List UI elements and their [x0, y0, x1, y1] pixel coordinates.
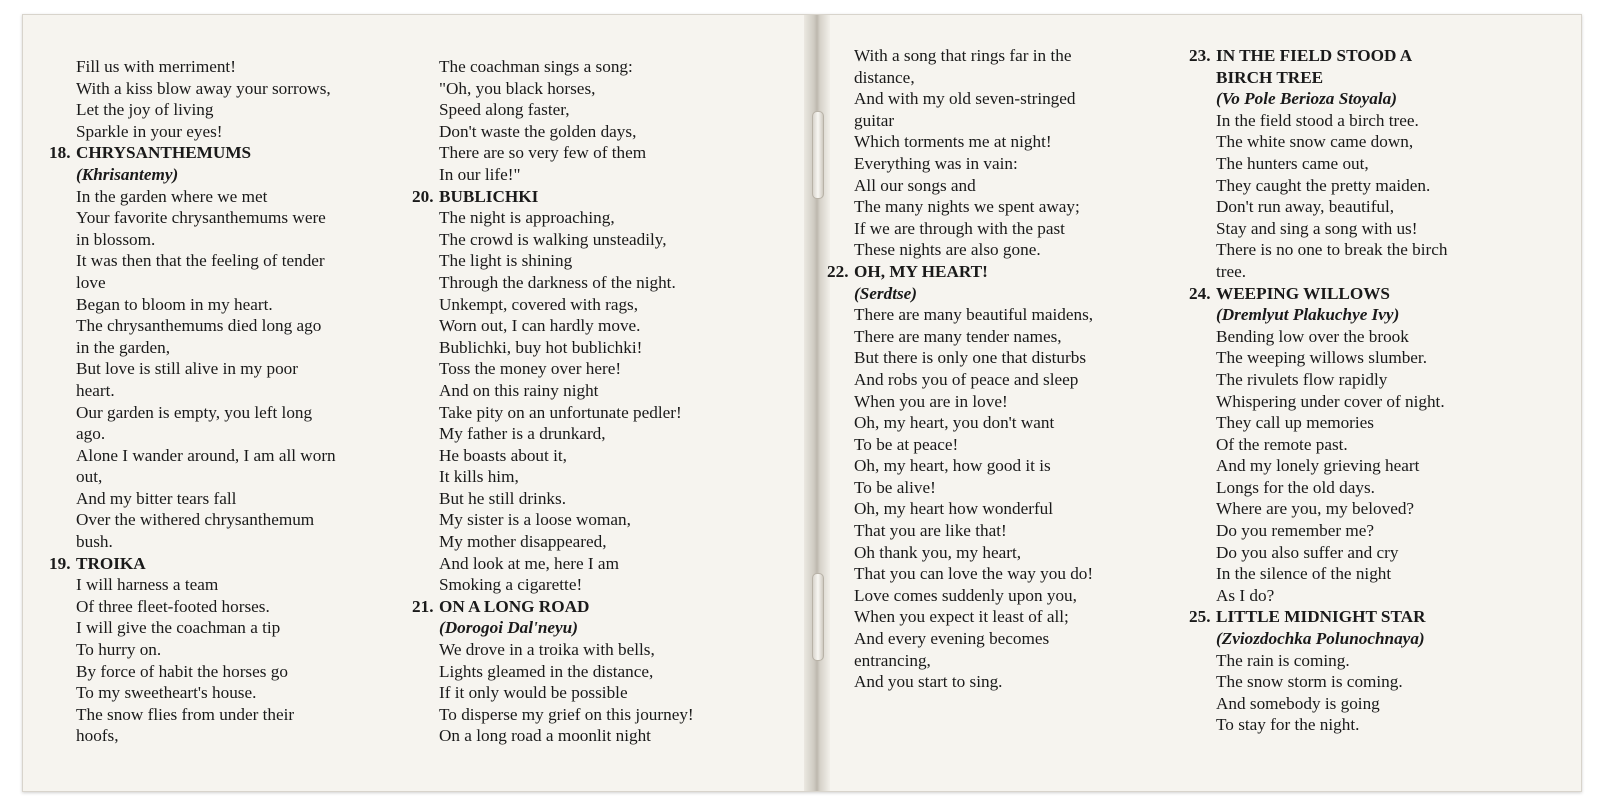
lyric-line: They call up memories: [1216, 413, 1374, 433]
song-title: [1189, 45, 1549, 67]
lyric-line: If it only would be possible: [439, 683, 628, 703]
lyric-line: My father is a drunkard,: [439, 424, 606, 444]
lyric-line: There are so very few of them: [439, 143, 647, 163]
lyric-line: Don't waste the golden days,: [439, 121, 637, 141]
lyric-line: Your favorite chrysanthemums were: [76, 208, 326, 228]
lyric-line: When you expect it least of all;: [854, 607, 1069, 627]
lyric-line: But there is only one that disturbs: [854, 348, 1087, 368]
lyric-line: heart.: [76, 380, 115, 400]
lyric-line: The snow flies from under their: [76, 704, 295, 724]
lyric-line: Alone I wander around, I am all worn: [76, 445, 336, 465]
song-title: [827, 261, 1157, 283]
song-original-title: (Zviozdochka Polunochnaya): [1216, 629, 1425, 649]
song-number: 19.: [49, 553, 71, 573]
lyric-line: Our garden is empty, you left long: [76, 402, 313, 422]
lyric-line: I will give the coachman a tip: [76, 618, 281, 638]
lyric-line: The crowd is walking unsteadily,: [439, 229, 667, 249]
song-title: [49, 142, 389, 164]
lyric-line: tree.: [1216, 261, 1247, 281]
lyric-line: When you are in love!: [854, 391, 1008, 411]
lyric-line: The light is shining: [439, 251, 573, 271]
lyric-line: But he still drinks.: [439, 488, 567, 508]
lyric-line: If we are through with the past: [854, 218, 1065, 238]
song-number: 23.: [1189, 46, 1211, 65]
lyric-line: bush.: [76, 532, 113, 552]
lyric-line: In the field stood a birch tree.: [1216, 110, 1419, 130]
lyric-line: Do you also suffer and cry: [1216, 542, 1399, 562]
lyric-line: And my bitter tears fall: [76, 488, 237, 508]
lyric-line: Stay and sing a song with us!: [1216, 218, 1418, 238]
lyric-line: Do you remember me?: [1216, 521, 1374, 541]
lyric-line: love: [76, 272, 106, 292]
lyric-line: Lights gleamed in the distance,: [439, 661, 654, 681]
lyric-line: Toss the money over here!: [439, 359, 622, 379]
lyric-line: And somebody is going: [1216, 693, 1380, 713]
lyrics-column-4: [1189, 45, 1549, 736]
lyrics-booklet-spread: [22, 14, 1582, 792]
lyric-line: And my lonely grieving heart: [1216, 456, 1420, 476]
lyric-line: And every evening becomes: [854, 629, 1050, 649]
lyrics-column-3: [827, 45, 1157, 693]
song-title-text: CHRYSANTHEMUMS: [76, 143, 252, 163]
lyric-line: The hunters came out,: [1216, 153, 1369, 173]
lyric-line: He boasts about it,: [439, 445, 567, 465]
lyric-line: Oh, my heart how wonderful: [854, 499, 1054, 519]
lyric-line: By force of habit the horses go: [76, 661, 288, 681]
song-original-title: (Dorogoi Dal'neyu): [439, 618, 578, 638]
lyric-line: And with my old seven-stringed: [854, 89, 1076, 109]
lyric-line: hoofs,: [76, 726, 119, 746]
lyric-line: Through the darkness of the night.: [439, 272, 676, 292]
lyric-line: Oh thank you, my heart,: [854, 542, 1022, 562]
lyric-line: The coachman sings a song:: [439, 57, 633, 76]
lyric-line: There are many beautiful maidens,: [854, 305, 1094, 325]
lyric-line: And robs you of peace and sleep: [854, 369, 1079, 389]
lyric-line: The weeping willows slumber.: [1216, 348, 1427, 368]
lyric-line: Fill us with merriment!: [76, 57, 236, 76]
lyric-line: These nights are also gone.: [854, 240, 1041, 260]
lyric-line: It kills him,: [439, 467, 519, 487]
lyric-line: That you are like that!: [854, 521, 1007, 541]
song-number: 18.: [49, 143, 71, 163]
lyric-line: distance,: [854, 67, 915, 87]
lyric-line: To be at peace!: [854, 434, 959, 454]
lyric-line: "Oh, you black horses,: [439, 78, 596, 98]
lyric-line: Oh, my heart, how good it is: [854, 456, 1051, 476]
lyric-line: The snow storm is coming.: [1216, 672, 1403, 692]
lyric-line: In the garden where we met: [76, 186, 268, 206]
lyric-line: The rain is coming.: [1216, 650, 1350, 670]
lyric-line: My sister is a loose woman,: [439, 510, 631, 530]
lyric-line: There is no one to break the birch: [1216, 240, 1448, 260]
lyrics-column-2: [412, 56, 772, 747]
lyric-line: As I do?: [1216, 585, 1275, 605]
lyric-line: And on this rainy night: [439, 380, 599, 400]
lyric-line: Everything was in vain:: [854, 153, 1018, 173]
song-original-title: (Dremlyut Plakuchye Ivy): [1216, 305, 1400, 325]
lyric-line: Of three fleet-footed horses.: [76, 596, 270, 616]
lyric-line: But love is still alive in my poor: [76, 359, 298, 379]
song-number: 24.: [1189, 283, 1211, 303]
song-number: 21.: [412, 596, 434, 616]
lyric-line: To stay for the night.: [1216, 715, 1360, 735]
lyric-line: Longs for the old days.: [1216, 477, 1375, 497]
lyric-line: The white snow came down,: [1216, 132, 1414, 152]
lyric-line: Take pity on an unfortunate pedler!: [439, 402, 682, 422]
lyrics-column-1: [49, 56, 389, 747]
song-number: 22.: [827, 261, 849, 281]
lyric-line: With a kiss blow away your sorrows,: [76, 78, 331, 98]
song-title: [412, 596, 772, 618]
song-title-text: BUBLICHKI: [439, 186, 539, 206]
song-title-text: TROIKA: [76, 553, 146, 573]
lyric-line: That you can love the way you do!: [854, 564, 1094, 584]
lyric-line: There are many tender names,: [854, 326, 1062, 346]
song-title-text: BIRCH TREE: [1216, 67, 1324, 87]
lyric-line: My mother disappeared,: [439, 532, 607, 552]
staple-bottom: [812, 573, 824, 661]
lyric-line: I will harness a team: [76, 575, 219, 595]
lyric-line: Don't run away, beautiful,: [1216, 197, 1395, 217]
lyric-line: ago.: [76, 424, 106, 444]
song-title-text: ON A LONG ROAD: [439, 596, 590, 616]
lyric-line: in blossom.: [76, 229, 156, 249]
lyric-line: We drove in a troika with bells,: [439, 640, 655, 660]
song-title: [49, 553, 389, 575]
lyric-line: in the garden,: [76, 337, 171, 357]
lyric-line: And look at me, here I am: [439, 553, 619, 573]
song-original-title: (Khrisantemy): [76, 164, 179, 184]
lyric-line: To my sweetheart's house.: [76, 683, 257, 703]
lyric-line: To disperse my grief on this journey!: [439, 704, 694, 724]
song-title: [1189, 67, 1549, 89]
lyric-line: The many nights we spent away;: [854, 197, 1080, 217]
lyric-line: entrancing,: [854, 650, 931, 670]
lyric-line: All our songs and: [854, 175, 976, 195]
lyric-line: In our life!": [439, 164, 521, 184]
lyric-line: Oh, my heart, you don't want: [854, 413, 1055, 433]
lyric-line: To be alive!: [854, 477, 936, 497]
lyric-line: Where are you, my beloved?: [1216, 499, 1415, 519]
lyric-line: Which torments me at night!: [854, 132, 1052, 152]
lyric-line: Bending low over the brook: [1216, 326, 1409, 346]
lyric-line: Let the joy of living: [76, 100, 214, 120]
lyric-line: guitar: [854, 110, 895, 130]
lyric-line: Began to bloom in my heart.: [76, 294, 273, 314]
lyric-line: With a song that rings far in the: [854, 46, 1072, 65]
lyric-line: Worn out, I can hardly move.: [439, 316, 641, 336]
lyric-line: out,: [76, 467, 103, 487]
song-title: [1189, 283, 1549, 305]
lyric-line: Over the withered chrysanthemum: [76, 510, 315, 530]
lyric-line: Unkempt, covered with rags,: [439, 294, 639, 314]
song-original-title: (Serdtse): [854, 283, 918, 303]
song-title-text: WEEPING WILLOWS: [1216, 283, 1390, 303]
lyric-line: Of the remote past.: [1216, 434, 1348, 454]
lyric-line: Sparkle in your eyes!: [76, 121, 223, 141]
lyric-line: Bublichki, buy hot bublichki!: [439, 337, 643, 357]
song-original-title: (Vo Pole Berioza Stoyala): [1216, 89, 1397, 109]
lyric-line: On a long road a moonlit night: [439, 726, 651, 746]
lyric-line: To hurry on.: [76, 640, 162, 660]
lyric-line: Speed along faster,: [439, 100, 570, 120]
song-title: [1189, 606, 1549, 628]
lyric-line: The chrysanthemums died long ago: [76, 316, 322, 336]
lyric-line: In the silence of the night: [1216, 564, 1392, 584]
lyric-line: It was then that the feeling of tender: [76, 251, 325, 271]
song-title-text: IN THE FIELD STOOD A: [1216, 46, 1413, 65]
lyric-line: And you start to sing.: [854, 672, 1003, 692]
lyric-line: Whispering under cover of night.: [1216, 391, 1445, 411]
song-title-text: OH, MY HEART!: [854, 261, 988, 281]
song-number: 20.: [412, 186, 434, 206]
lyric-line: Love comes suddenly upon you,: [854, 585, 1077, 605]
staple-top: [812, 111, 824, 199]
lyric-line: They caught the pretty maiden.: [1216, 175, 1431, 195]
lyric-line: The rivulets flow rapidly: [1216, 369, 1388, 389]
lyric-line: The night is approaching,: [439, 208, 615, 228]
song-title-text: LITTLE MIDNIGHT STAR: [1216, 607, 1426, 627]
song-title: [412, 186, 772, 208]
lyric-line: Smoking a cigarette!: [439, 575, 583, 595]
song-number: 25.: [1189, 607, 1211, 627]
